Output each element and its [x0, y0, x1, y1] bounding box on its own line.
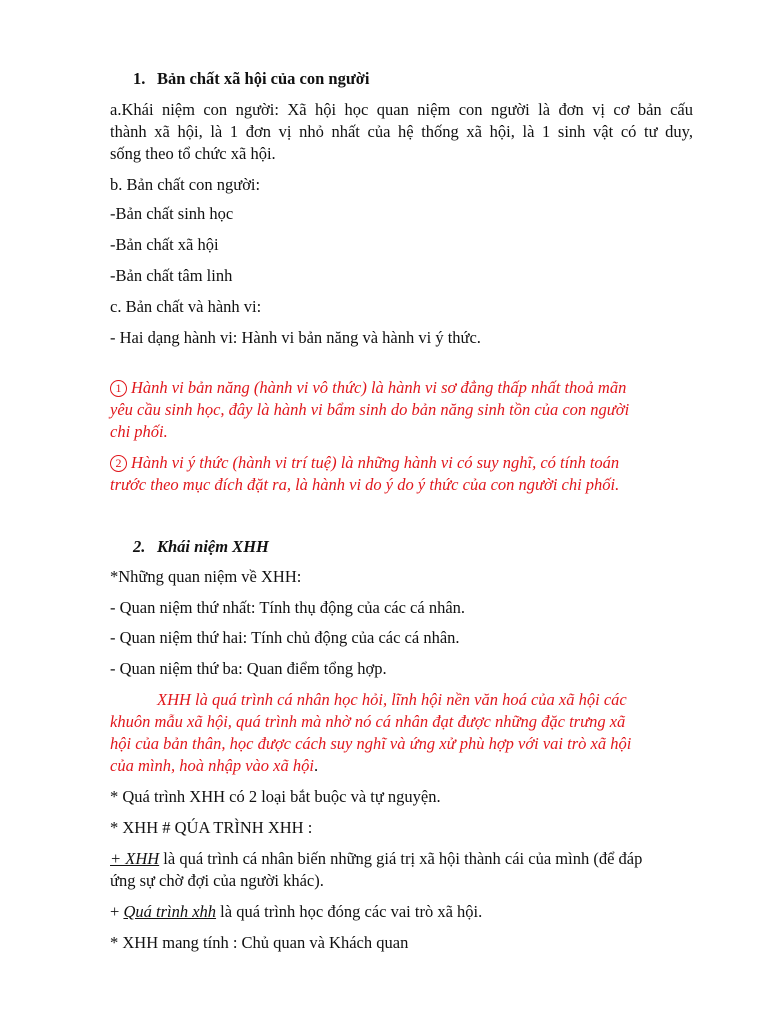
section-2-intro: *Những quan niệm về XHH: [110, 567, 302, 586]
section-2-heading [133, 536, 269, 558]
xhh-term: + XHH [110, 849, 160, 868]
process-types: * Quá trình XHH có 2 loại bắt buộc và tự nguyện. [110, 787, 441, 806]
process-definition [110, 901, 482, 923]
section-1-number: 1. [133, 69, 146, 88]
view-2: - Quan niệm thứ hai: Tính chủ động của các cá nhân. [110, 628, 460, 647]
xhh-definition-line-1 [110, 848, 642, 870]
xhh-definition-text-1: là quá trình cá nhân biến những giá trị xã hội thành cái của mình (để đáp [159, 849, 643, 868]
red-definition-line-1: XHH là quá trình cá nhân học hỏi, lĩnh hội nền văn hoá của xã hội các [157, 690, 627, 709]
section-1-heading [133, 68, 370, 90]
red-definition-line-3: hội của bản thân, học được cách suy nghĩ và ứng xử phù hợp với vai trò xã hội [110, 734, 632, 753]
section-2-title: Khái niệm XHH [157, 537, 269, 556]
red-paragraph-1-text-1: Hành vi bản năng (hành vi vô thức) là hành vi sơ đẳng thấp nhất thoả mãn [131, 378, 627, 397]
view-1: - Quan niệm thứ nhất: Tính thụ động của các cá nhân. [110, 598, 466, 617]
paragraph-a-line-2: thành xã hội, là 1 đơn vị nhỏ nhất của hệ thống xã hội, là 1 sinh vật có tư duy, [110, 122, 693, 141]
paragraph-b-title: b. Bản chất con người: [110, 175, 261, 194]
paragraph-a-line-1: a.Khái niệm con người: Xã hội học quan niệm con người là đơn vị cơ bản cấu [110, 100, 693, 119]
process-definition-text: là quá trình học đóng các vai trò xã hội. [216, 902, 483, 921]
view-3: - Quan niệm thứ ba: Quan điểm tổng hợp. [110, 659, 387, 678]
section-1-title: Bản chất xã hội của con người [157, 69, 370, 88]
red-definition-text-4: của mình, hoà nhập vào xã hội [110, 756, 314, 775]
red-definition-line-2: khuôn mẫu xã hội, quá trình mà nhờ nó cá nhân đạt được những đặc trưng xã [110, 712, 626, 731]
b-item-social: -Bản chất xã hội [110, 235, 219, 254]
xhh-definition-line-2: ứng sự chờ đợi của người khác). [110, 871, 324, 890]
circled-number-1: 1 [110, 380, 127, 397]
compare-title: * XHH # QÚA TRÌNH XHH : [110, 818, 313, 837]
red-paragraph-2-line-2: trước theo mục đích đặt ra, là hành vi do ý do ý thức của con người chi phối. [110, 475, 620, 494]
red-definition-line-4 [110, 755, 318, 777]
paragraph-a-line-3: sống theo tổ chức xã hội. [110, 144, 276, 163]
red-definition-period: . [313, 756, 319, 775]
red-paragraph-1-line-3: chi phối. [110, 422, 168, 441]
b-item-biological: -Bản chất sinh học [110, 204, 234, 223]
circled-number-2: 2 [110, 455, 127, 472]
red-paragraph-1-line-2: yêu cầu sinh học, đây là hành vi bẩm sinh do bản năng sinh tồn của con người [110, 400, 630, 419]
paragraph-c-line: - Hai dạng hành vi: Hành vi bản năng và hành vi ý thức. [110, 328, 481, 347]
red-paragraph-1-line-1 [110, 377, 626, 399]
section-2-number: 2. [133, 537, 146, 556]
red-paragraph-2-text-1: Hành vi ý thức (hành vi trí tuệ) là những hành vi có suy nghĩ, có tính toán [131, 453, 620, 472]
paragraph-c-title: c. Bản chất và hành vi: [110, 297, 262, 316]
process-term: Quá trình xhh [123, 902, 217, 921]
xhh-nature: * XHH mang tính : Chủ quan và Khách quan [110, 933, 409, 952]
process-prefix: + [110, 902, 124, 921]
red-paragraph-2-line-1 [110, 452, 619, 474]
b-item-spiritual: -Bản chất tâm linh [110, 266, 233, 285]
